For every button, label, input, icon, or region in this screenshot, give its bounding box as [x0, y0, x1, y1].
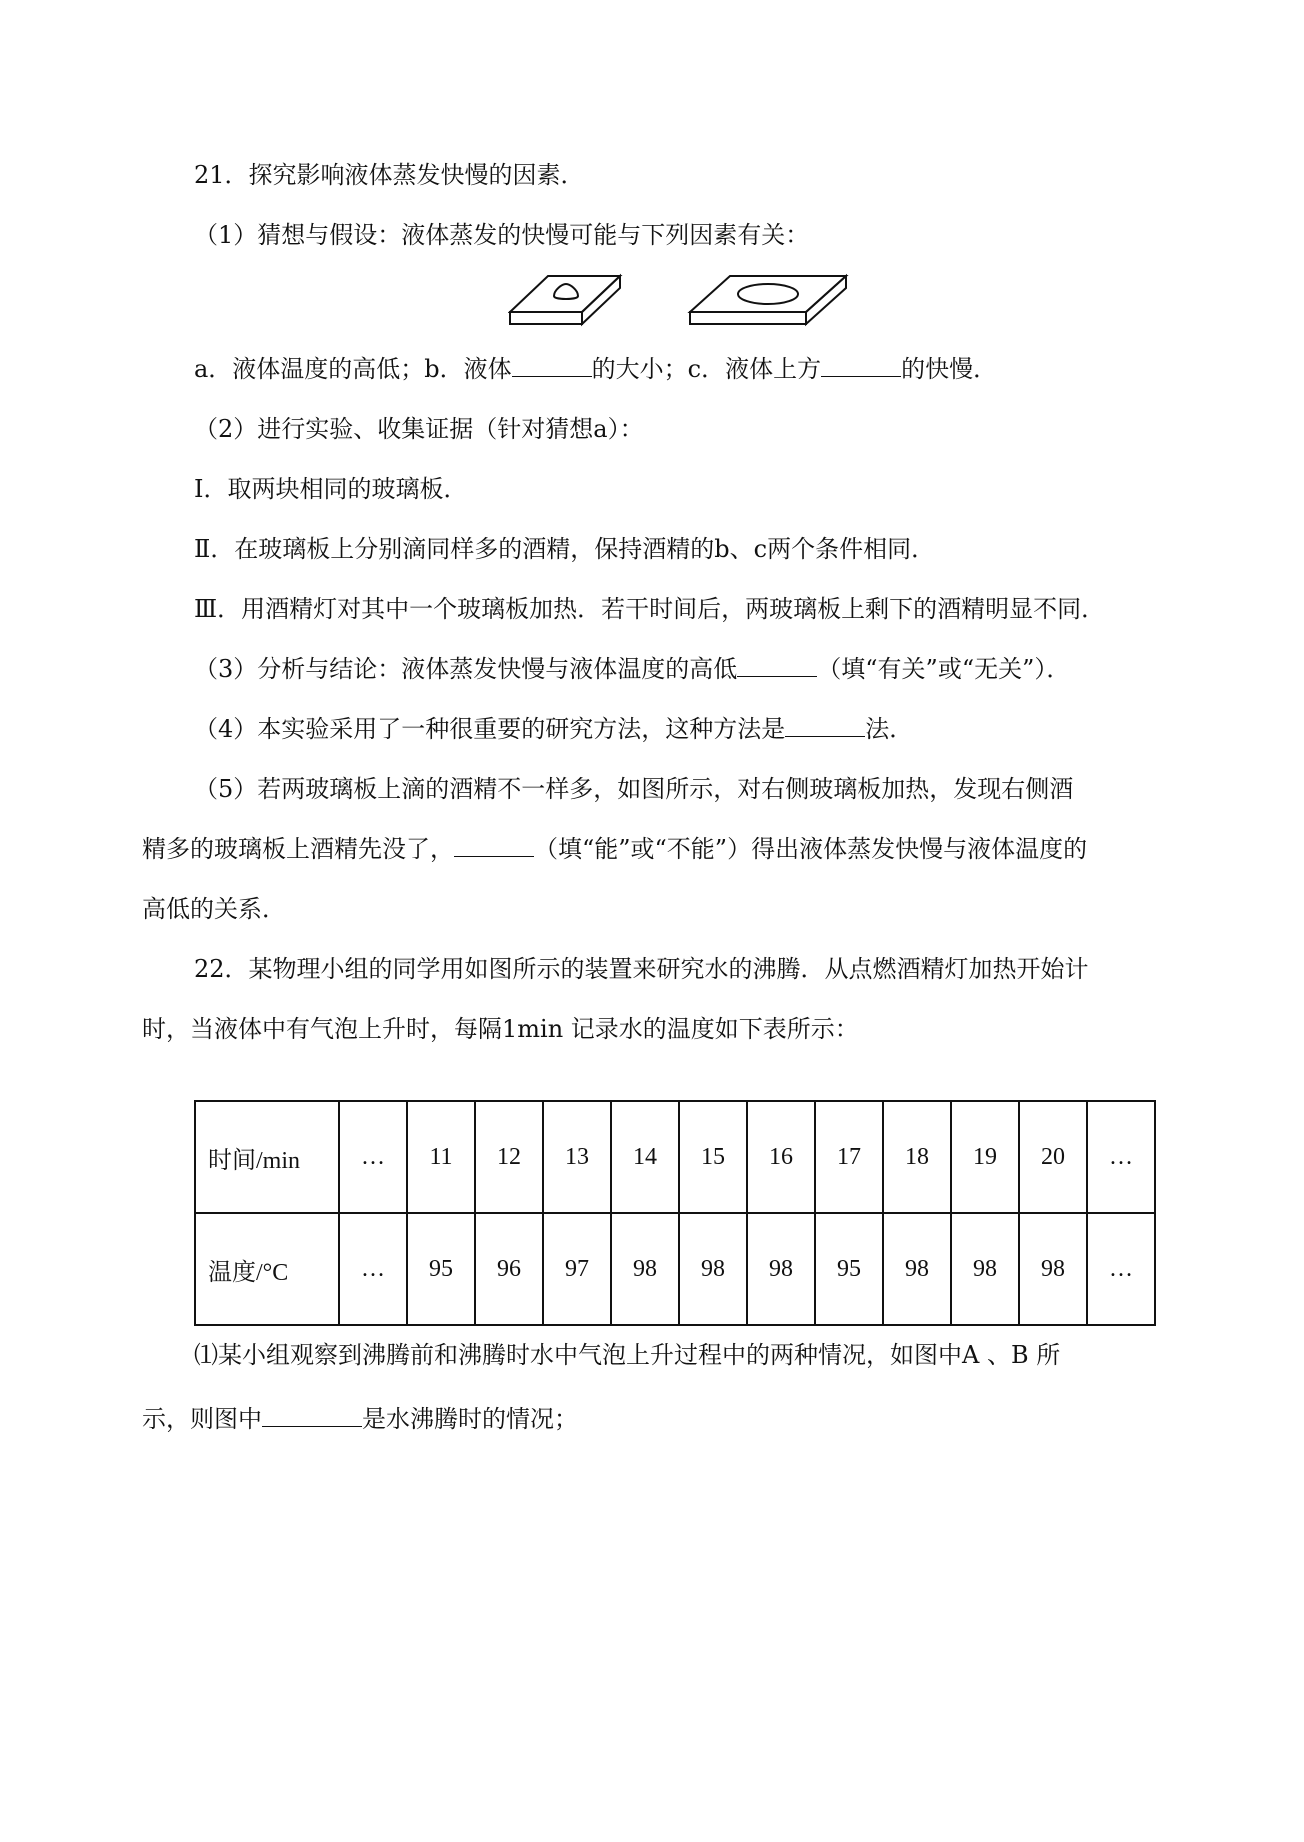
table-cell: 98	[883, 1213, 951, 1325]
glass-plates-figure	[508, 270, 888, 330]
table-cell: 14	[611, 1101, 679, 1213]
temperature-table	[194, 1100, 1156, 1326]
table-cell: 11	[407, 1101, 475, 1213]
table-cell: …	[339, 1213, 407, 1325]
part5-text: 精多的玻璃板上酒精先没了，	[142, 835, 454, 863]
row-label-temperature: 温度/°C	[195, 1213, 339, 1325]
answer-blank-part5[interactable]	[454, 832, 534, 857]
table-cell: 95	[407, 1213, 475, 1325]
factor-text-a: a．液体温度的高低；b．液体	[194, 355, 512, 383]
table-cell: 20	[1019, 1101, 1087, 1213]
table-cell: 96	[475, 1213, 543, 1325]
q21-title: 21．探究影响液体蒸发快慢的因素．	[194, 161, 585, 189]
table-cell: 17	[815, 1101, 883, 1213]
q21-method	[194, 712, 913, 746]
q21-step-1: Ⅰ．取两块相同的玻璃板．	[194, 475, 468, 503]
table-cell: …	[339, 1101, 407, 1213]
table-cell: 98	[951, 1213, 1019, 1325]
table-row-time	[195, 1101, 1155, 1213]
q21-factors	[194, 352, 997, 386]
q22-intro-line1: 22．某物理小组的同学用如图所示的装置来研究水的沸腾．从点燃酒精灯加热开始计	[194, 955, 1089, 983]
part5-hint: （填“能”或“不能”）得出液体蒸发快慢与液体温度的	[534, 835, 1088, 863]
q21-hypothesis: （1）猜想与假设：液体蒸发的快慢可能与下列因素有关：	[194, 221, 810, 249]
q22-sub1-line2	[142, 1402, 578, 1436]
table-cell: 13	[543, 1101, 611, 1213]
left-plate-small-drop	[510, 276, 620, 324]
sub1-text: 示，则图中	[142, 1405, 262, 1433]
row-label-time: 时间/min	[195, 1101, 339, 1213]
table-cell: 18	[883, 1101, 951, 1213]
q21-step-2: Ⅱ．在玻璃板上分别滴同样多的酒精，保持酒精的b、c两个条件相同．	[194, 535, 936, 563]
table-cell: 98	[679, 1213, 747, 1325]
q21-part5-line1: （5）若两玻璃板上滴的酒精不一样多，如图所示，对右侧玻璃板加热，发现右侧酒	[194, 775, 1074, 803]
table-cell: 12	[475, 1101, 543, 1213]
table-cell: 97	[543, 1213, 611, 1325]
sub1-suffix: 是水沸腾时的情况；	[362, 1405, 578, 1433]
answer-blank-conclusion[interactable]	[737, 652, 817, 677]
answer-blank-method[interactable]	[785, 712, 865, 737]
method-suffix: 法．	[865, 715, 914, 743]
q21-conclusion	[194, 652, 1070, 686]
conclusion-hint: （填“有关”或“无关”）．	[817, 655, 1071, 683]
q21-step-3: Ⅲ．用酒精灯对其中一个玻璃板加热．若干时间后，两玻璃板上剩下的酒精明显不同．	[194, 595, 1106, 623]
table-cell: 98	[1019, 1213, 1087, 1325]
q22-intro-line2: 时，当液体中有气泡上升时，每隔1min 记录水的温度如下表所示：	[142, 1015, 859, 1043]
table-row-temperature	[195, 1213, 1155, 1325]
table-cell: 95	[815, 1213, 883, 1325]
q21-experiment: （2）进行实验、收集证据（针对猜想a）：	[194, 415, 644, 443]
answer-blank-c[interactable]	[821, 352, 901, 377]
method-text: （4）本实验采用了一种很重要的研究方法，这种方法是	[194, 715, 786, 743]
q21-part5-line2	[142, 832, 1087, 866]
table-cell: 15	[679, 1101, 747, 1213]
answer-blank-b[interactable]	[512, 352, 592, 377]
table-cell: 19	[951, 1101, 1019, 1213]
answer-blank-sub1[interactable]	[262, 1402, 362, 1427]
factor-text-c: 的快慢．	[901, 355, 998, 383]
table-cell: 98	[747, 1213, 815, 1325]
right-plate-large-drop	[690, 276, 846, 324]
q22-sub1-line1: ⑴某小组观察到沸腾前和沸腾时水中气泡上升过程中的两种情况，如图中A 、B 所	[194, 1341, 1061, 1369]
table-cell: …	[1087, 1101, 1155, 1213]
table-cell: 98	[611, 1213, 679, 1325]
q21-part5-line3: 高低的关系．	[142, 895, 286, 923]
table-cell: …	[1087, 1213, 1155, 1325]
table-cell: 16	[747, 1101, 815, 1213]
conclusion-text: （3）分析与结论：液体蒸发快慢与液体温度的高低	[194, 655, 738, 683]
factor-text-b: 的大小；c．液体上方	[591, 355, 822, 383]
